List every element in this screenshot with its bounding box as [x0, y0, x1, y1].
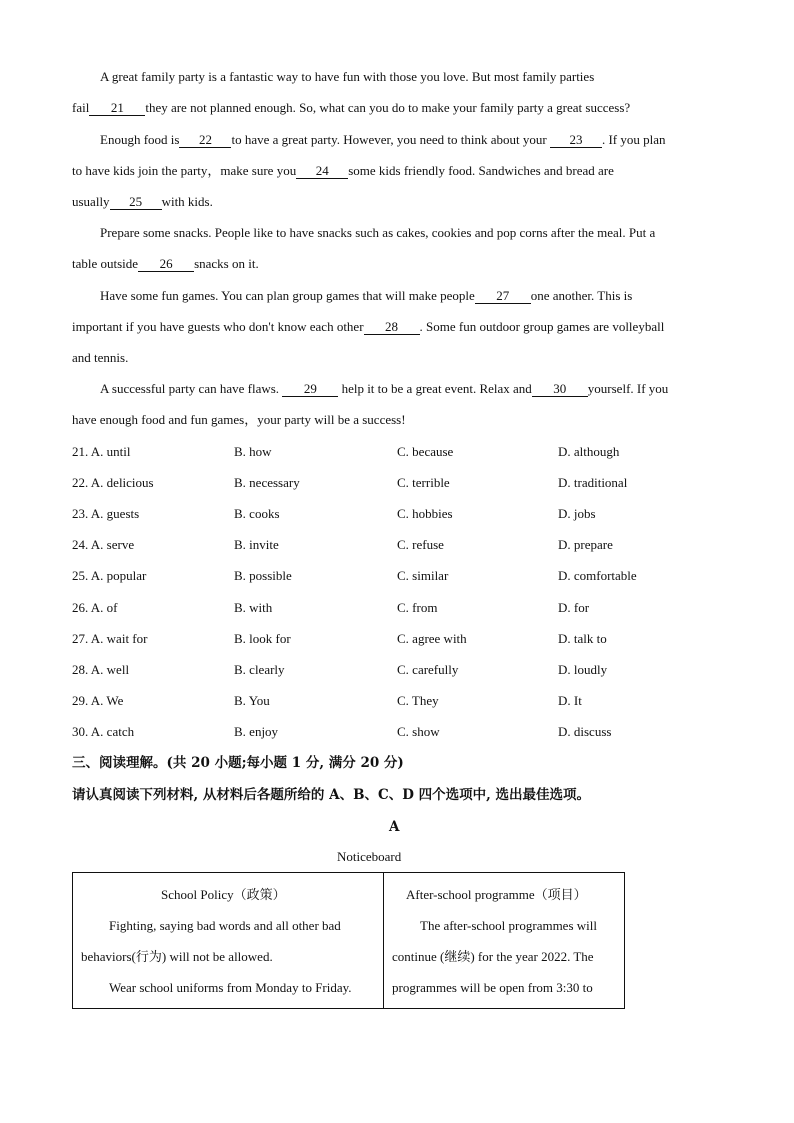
- after-school-line3: programmes will be open from 3:30 to: [392, 980, 593, 995]
- after-school-line2: continue (继续) for the year 2022. The: [392, 949, 594, 964]
- option-a: 23. A. guests: [72, 506, 140, 521]
- option-d: D. comfortable: [558, 568, 637, 583]
- part-label: A: [389, 819, 400, 835]
- option-b: B. look for: [234, 631, 291, 646]
- option-row-21: [72, 444, 752, 460]
- passage-p1-line1: A great family party is a fantastic way to have fun with those you love. But most family parties: [100, 69, 595, 84]
- text: some kids friendly food. Sandwiches and bread are: [348, 163, 614, 178]
- school-policy-line1: Fighting, saying bad words and all other bad: [109, 918, 341, 933]
- text: A successful party can have flaws.: [100, 381, 280, 396]
- option-d: D. although: [558, 444, 620, 459]
- passage-p5-line2: have enough food and fun games，your party will be a success!: [72, 412, 406, 427]
- passage-p4-line1: [100, 288, 632, 304]
- passage-p5-line1: [100, 381, 668, 397]
- text: they are not planned enough. So, what can you do to make your family party a great success?: [145, 100, 631, 115]
- option-b: B. invite: [234, 537, 279, 552]
- text: Have some fun games. You can plan group games that will make people: [100, 288, 475, 303]
- option-d: D. jobs: [558, 506, 596, 521]
- school-policy-line3: Wear school uniforms from Monday to Friday.: [109, 980, 352, 995]
- option-b: B. cooks: [234, 506, 280, 521]
- option-a: 30. A. catch: [72, 724, 135, 739]
- option-row-23: [72, 506, 752, 522]
- option-b: B. clearly: [234, 662, 285, 677]
- text: usually: [72, 194, 110, 209]
- section-heading: 三、阅读理解。(共 20 小题;每小题 1 分, 满分 20 分): [72, 755, 404, 771]
- option-c: C. agree with: [397, 631, 467, 646]
- option-c: C. because: [397, 444, 454, 459]
- blank-25: 25: [110, 194, 162, 210]
- option-c: C. refuse: [397, 537, 444, 552]
- option-a: 24. A. serve: [72, 537, 135, 552]
- option-c: C. terrible: [397, 475, 450, 490]
- text: snacks on it.: [194, 256, 259, 271]
- option-a: 25. A. popular: [72, 568, 147, 583]
- option-a: 29. A. We: [72, 693, 124, 708]
- passage-p2-line3: [72, 194, 213, 210]
- option-row-28: [72, 662, 752, 678]
- section-instruction: 请认真阅读下列材料, 从材料后各题所给的 A、B、C、D 四个选项中, 选出最佳选项。: [72, 787, 591, 803]
- option-c: C. carefully: [397, 662, 459, 677]
- option-row-26: [72, 600, 752, 616]
- option-b: B. with: [234, 600, 273, 615]
- blank-21: 21: [89, 100, 145, 116]
- blank-27: 27: [475, 288, 531, 304]
- passage-p2-line1: [100, 132, 665, 148]
- option-d: D. prepare: [558, 537, 613, 552]
- option-d: D. discuss: [558, 724, 612, 739]
- option-b: B. how: [234, 444, 272, 459]
- text: one another. This is: [530, 288, 633, 303]
- option-a: 28. A. well: [72, 662, 130, 677]
- option-b: B. possible: [234, 568, 292, 583]
- notice-title: Noticeboard: [337, 849, 402, 864]
- option-a: 22. A. delicious: [72, 475, 154, 490]
- school-policy-cell: [73, 873, 384, 1009]
- passage-p3-line1: Prepare some snacks. People like to have snacks such as cakes, cookies and pop corns after the meal. Put a: [100, 225, 656, 240]
- option-c: C. show: [397, 724, 440, 739]
- option-b: B. You: [234, 693, 270, 708]
- option-b: B. necessary: [234, 475, 300, 490]
- passage-p3-line2: [72, 256, 259, 272]
- option-a: 21. A. until: [72, 444, 131, 459]
- text: . Some fun outdoor group games are volleyball: [419, 319, 665, 334]
- passage-p2-line2: [72, 163, 614, 179]
- passage-p1-line2: [72, 100, 630, 116]
- school-policy-title: School Policy（政策）: [161, 887, 286, 902]
- text: to have kids join the party，make sure you: [72, 163, 297, 178]
- blank-22: 22: [179, 132, 231, 148]
- option-row-30: [72, 724, 752, 740]
- option-d: D. traditional: [558, 475, 628, 490]
- option-d: D. loudly: [558, 662, 608, 677]
- blank-29: 29: [282, 381, 338, 397]
- option-row-25: [72, 568, 752, 584]
- text: to have a great party. However, you need to think about your: [231, 132, 547, 147]
- after-school-line1: The after-school programmes will: [420, 918, 597, 933]
- option-row-29: [72, 693, 752, 709]
- option-d: D. talk to: [558, 631, 607, 646]
- option-d: D. for: [558, 600, 590, 615]
- option-c: C. They: [397, 693, 439, 708]
- text: yourself. If you: [587, 381, 669, 396]
- option-row-22: [72, 475, 752, 491]
- noticeboard-table: [72, 872, 625, 1009]
- blank-30: 30: [532, 381, 588, 397]
- text: fail: [72, 100, 90, 115]
- option-row-24: [72, 537, 752, 553]
- blank-23: 23: [550, 132, 602, 148]
- option-c: C. hobbies: [397, 506, 453, 521]
- text: important if you have guests who don't know each other: [72, 319, 364, 334]
- text: with kids.: [161, 194, 213, 209]
- blank-26: 26: [138, 256, 194, 272]
- option-a: 27. A. wait for: [72, 631, 148, 646]
- text: . If you plan: [601, 132, 666, 147]
- option-b: B. enjoy: [234, 724, 279, 739]
- text: Enough food is: [100, 132, 180, 147]
- school-policy-line2: behaviors(行为) will not be allowed.: [81, 949, 273, 964]
- passage-p4-line2: [72, 319, 664, 335]
- text: table outside: [72, 256, 139, 271]
- option-a: 26. A. of: [72, 600, 118, 615]
- option-c: C. similar: [397, 568, 449, 583]
- option-d: D. It: [558, 693, 582, 708]
- passage-p4-line3: and tennis.: [72, 350, 129, 365]
- option-row-27: [72, 631, 752, 647]
- blank-28: 28: [364, 319, 420, 335]
- option-c: C. from: [397, 600, 438, 615]
- text: help it to be a great event. Relax and: [341, 381, 532, 396]
- blank-24: 24: [296, 163, 348, 179]
- after-school-title: After-school programme（项目）: [406, 887, 587, 902]
- after-school-cell: [384, 873, 625, 1009]
